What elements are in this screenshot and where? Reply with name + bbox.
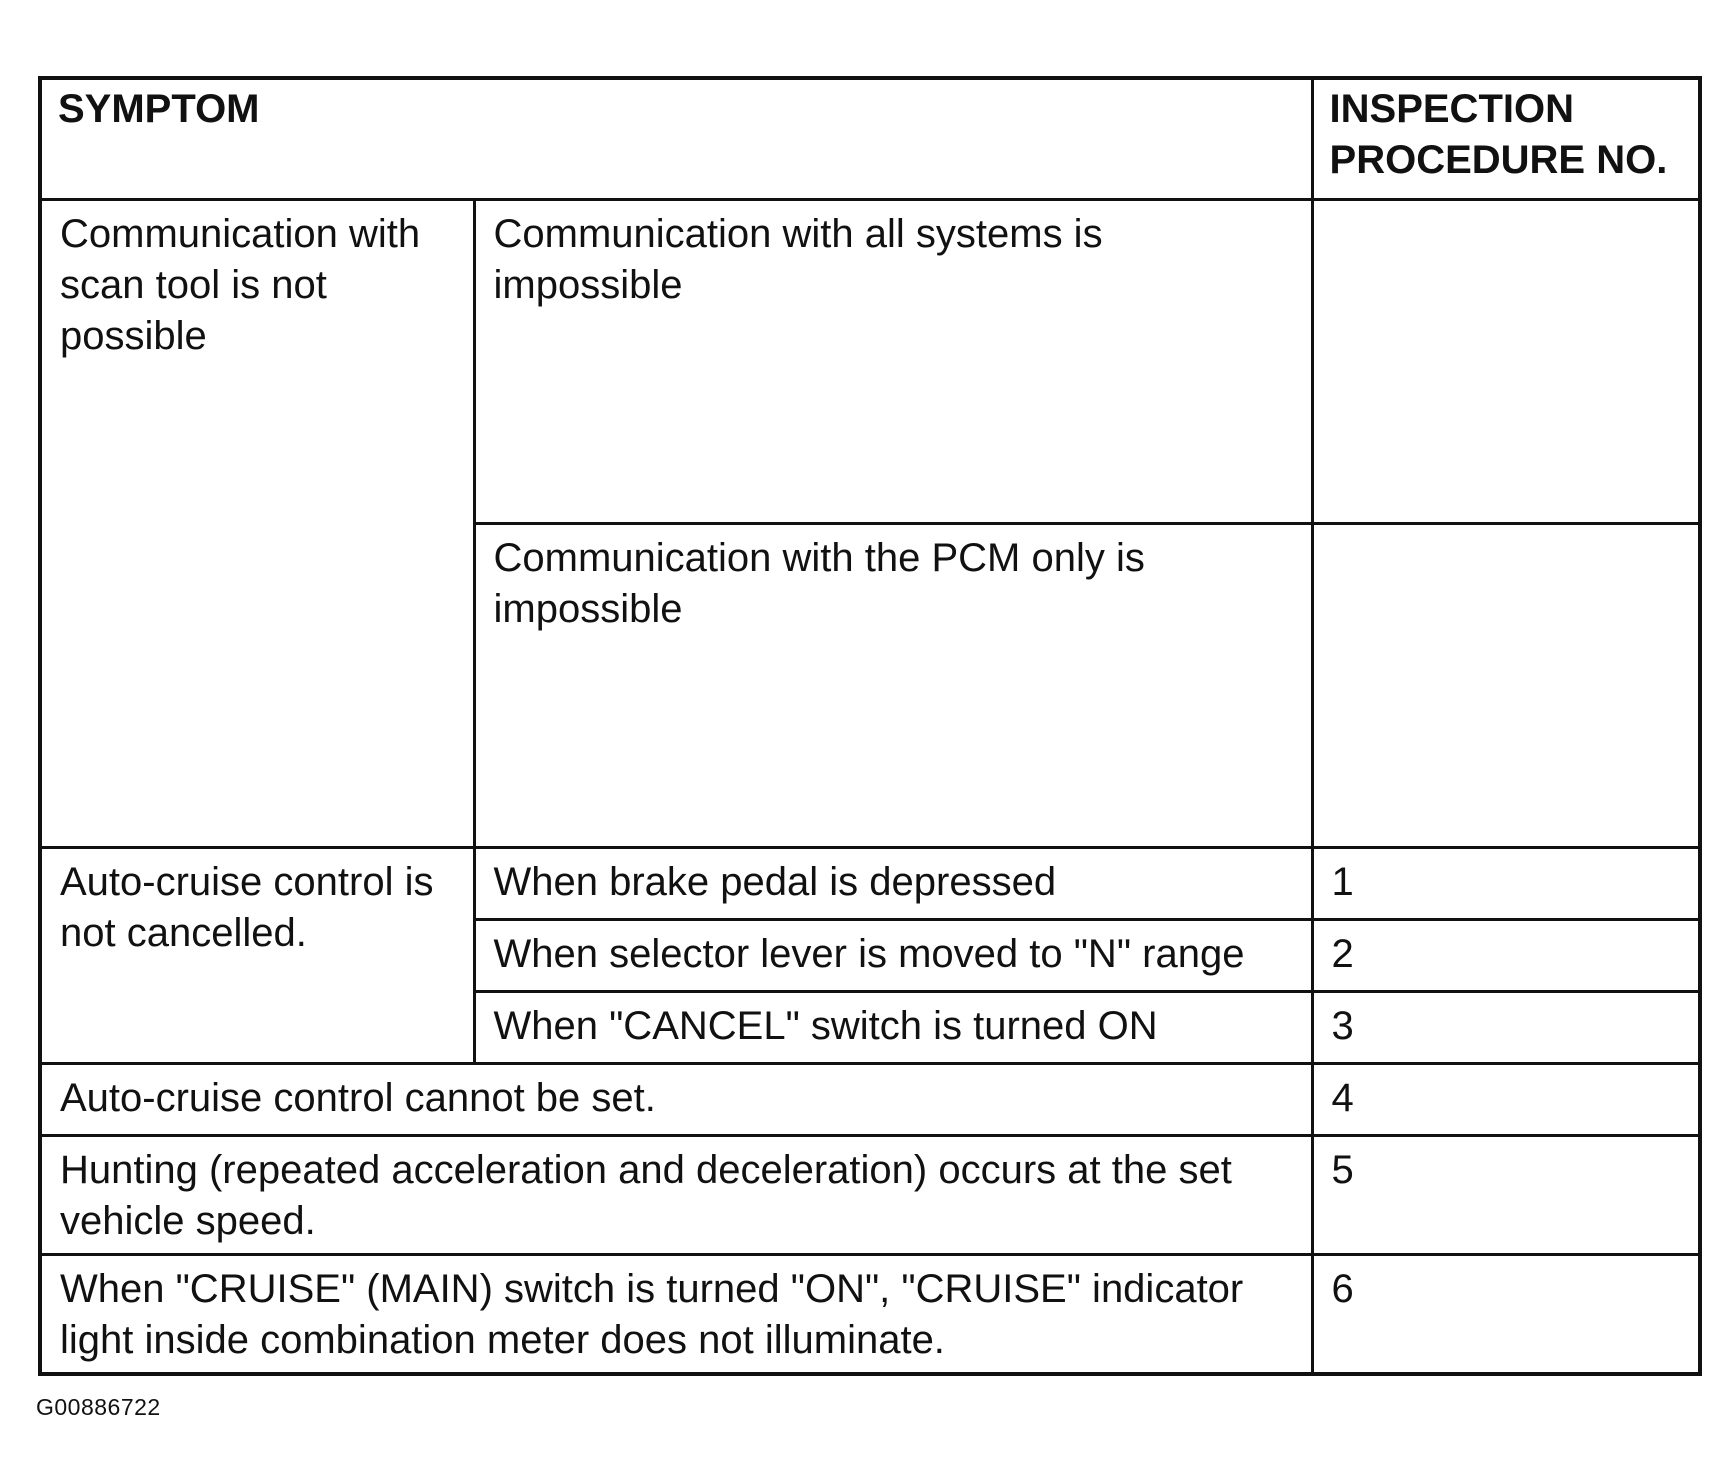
procedure-number: 2: [1312, 919, 1700, 991]
symptom-group-not-cancelled: Auto-cruise control is not cancelled.: [40, 847, 474, 1063]
symptom-detail: When selector lever is moved to "N" range: [474, 919, 1312, 991]
table-row: [40, 1254, 1700, 1374]
symptom-cell: Hunting (repeated acceleration and deceleration) occurs at the set vehicle speed.: [40, 1135, 1312, 1254]
procedure-header: INSPECTION PROCEDURE NO.: [1312, 78, 1700, 199]
symptom-detail: When "CANCEL" switch is turned ON: [474, 991, 1312, 1063]
procedure-number: 4: [1312, 1063, 1700, 1135]
table-row: [40, 1135, 1700, 1254]
symptom-group-communication: Communication with scan tool is not possible: [40, 199, 474, 847]
symptom-header: SYMPTOM: [40, 78, 1312, 199]
procedure-number: 1: [1312, 847, 1700, 919]
procedure-number: [1312, 523, 1700, 847]
symptom-detail: Communication with all systems is impossible: [474, 199, 1312, 523]
table-row: [40, 847, 1700, 919]
symptom-table-container: [38, 76, 1698, 1372]
table-row: [40, 199, 1700, 523]
symptom-table: [38, 76, 1702, 1376]
symptom-detail: Communication with the PCM only is impossible: [474, 523, 1312, 847]
symptom-cell: Auto-cruise control cannot be set.: [40, 1063, 1312, 1135]
symptom-cell: When "CRUISE" (MAIN) switch is turned "ON", "CRUISE" indicator light inside combination meter does not illuminate.: [40, 1254, 1312, 1374]
table-row: [40, 1063, 1700, 1135]
procedure-number: [1312, 199, 1700, 523]
symptom-detail: When brake pedal is depressed: [474, 847, 1312, 919]
procedure-number: 5: [1312, 1135, 1700, 1254]
table-header-row: [40, 78, 1700, 199]
figure-code: G00886722: [36, 1394, 161, 1420]
procedure-number: 6: [1312, 1254, 1700, 1374]
procedure-number: 3: [1312, 991, 1700, 1063]
